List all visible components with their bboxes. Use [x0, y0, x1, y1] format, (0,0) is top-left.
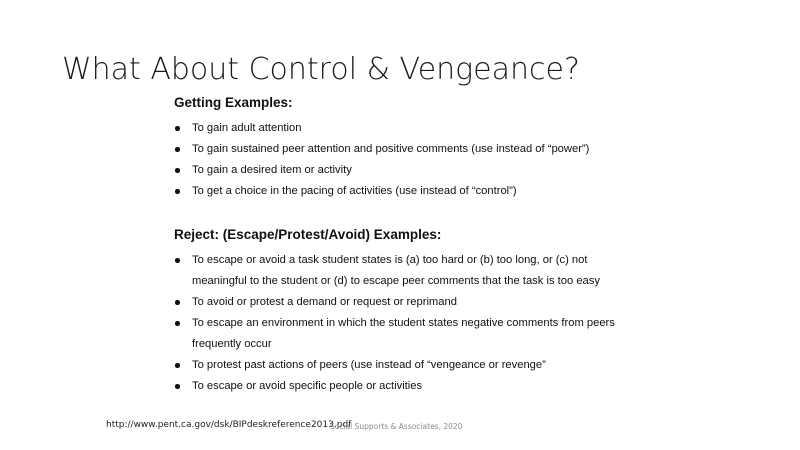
reject-examples-heading: Reject: (Escape/Protest/Avoid) Examples: [174, 227, 442, 242]
getting-examples-heading: Getting Examples: [174, 95, 293, 110]
reject-example-item-text: To avoid or protest a demand or request or reprimand [192, 296, 457, 308]
getting-example-item-text: To get a choice in the pacing of activities (use instead of “control”) [192, 185, 517, 197]
slide-title: What About Control & Vengeance? [62, 52, 580, 87]
reject-examples-list [174, 250, 674, 397]
slide-content [174, 94, 674, 397]
getting-examples-list [174, 118, 674, 202]
getting-example-item-text: To gain adult attention [192, 122, 302, 134]
reject-example-item-text: To escape or avoid a task student states is (a) too hard or (b) too long, or (c) not [192, 254, 588, 266]
reject-example-item [174, 292, 674, 313]
reject-example-item [174, 313, 674, 355]
getting-example-item [174, 118, 674, 139]
getting-example-item [174, 181, 674, 202]
getting-example-item-text: To gain a desired item or activity [192, 164, 352, 176]
reject-example-item-text: meaningful to the student or (d) to escape peer comments that the task is too easy [192, 275, 600, 287]
getting-example-item [174, 139, 674, 160]
source-url: http://www.pent.ca.gov/dsk/BIPdeskreference2013.pdf [106, 420, 352, 430]
reject-example-item-text: frequently occur [192, 338, 272, 350]
reject-example-item [174, 376, 674, 397]
reject-example-item-text: To protest past actions of peers (use instead of “vengeance or revenge” [192, 359, 546, 371]
getting-example-item-text: To gain sustained peer attention and positive comments (use instead of “power”) [192, 143, 590, 155]
reject-example-item-text: To escape or avoid specific people or activities [192, 380, 423, 392]
getting-example-item [174, 160, 674, 181]
reject-example-item [174, 355, 674, 376]
footer-credit: Social Supports & Associates, 2020 [330, 422, 463, 431]
reject-example-item-text: To escape an environment in which the student states negative comments from peers [192, 317, 615, 329]
reject-example-item [174, 250, 674, 292]
